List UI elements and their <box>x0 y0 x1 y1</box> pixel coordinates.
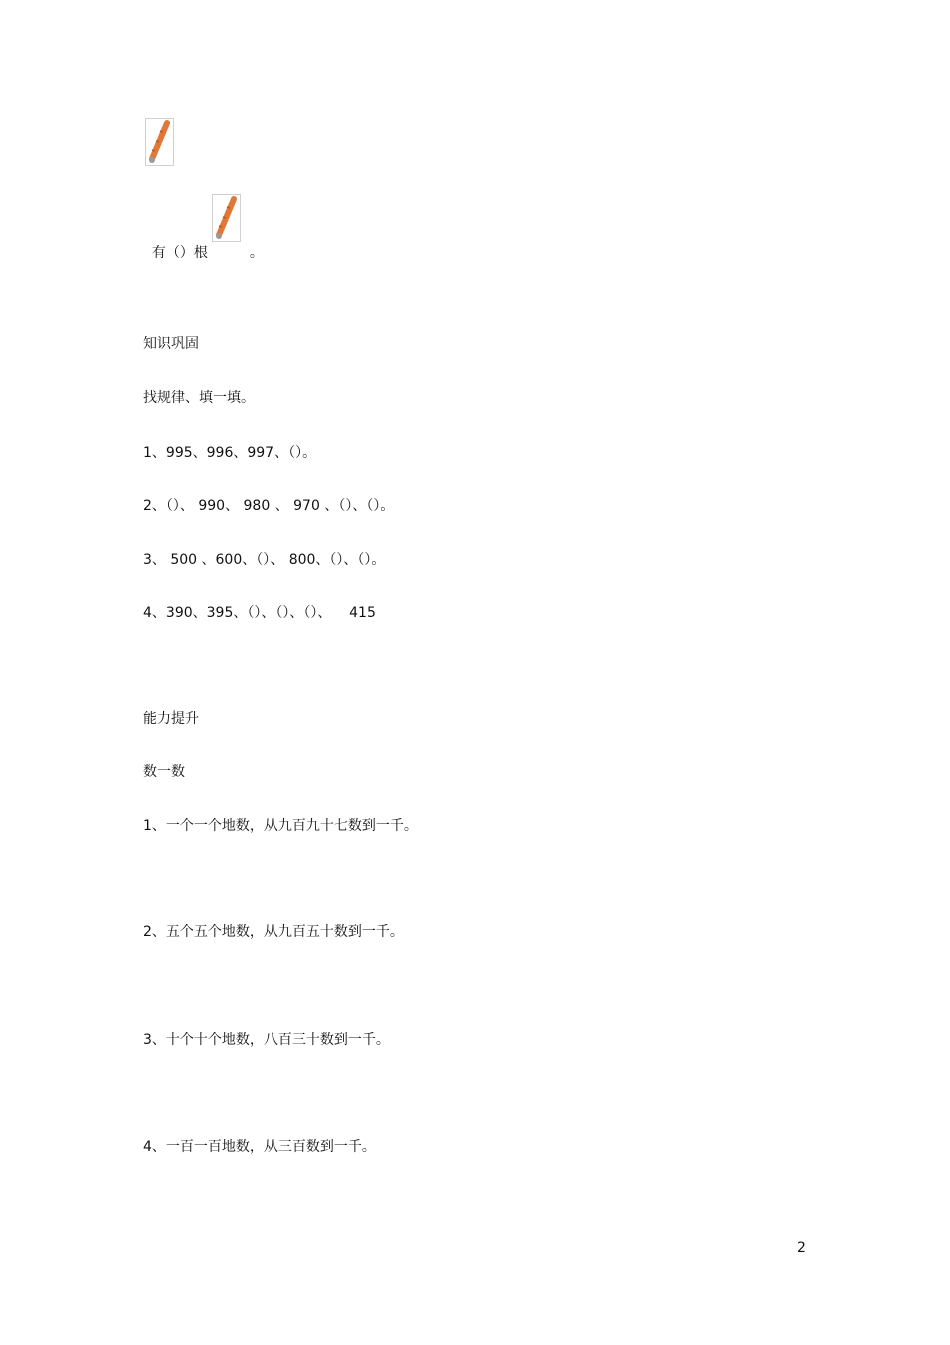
exercise-item-4: 4、390、395、（）、（）、（）、 415 <box>143 605 376 621</box>
exercise-item-1: 1、995、996、997、（）。 <box>143 445 317 461</box>
exercise-item-2: 2、（）、 990、 980 、 970 、（）、（）。 <box>143 498 395 514</box>
page-number: 2 <box>797 1240 806 1256</box>
counting-prompt-period: 。 <box>249 245 264 261</box>
exercise-item-3: 3、 500 、600、（）、 800、（）、（）。 <box>143 552 386 568</box>
counting-task-4: 4、一百一百地数，从三百数到一千。 <box>143 1139 376 1155</box>
counting-task-2: 2、五个五个地数，从九百五十数到一千。 <box>143 924 404 940</box>
bamboo-stick-image-inline <box>212 194 241 242</box>
counting-prompt-text: 有（）根 <box>151 245 208 261</box>
section-heading-consolidation: 知识巩固 <box>143 336 199 352</box>
section-instruction-consolidation: 找规律、填一填。 <box>143 390 255 406</box>
section-heading-improvement: 能力提升 <box>143 711 199 727</box>
counting-prompt <box>143 226 208 262</box>
bamboo-stick-image-top <box>145 118 174 166</box>
bamboo-stick-icon <box>213 195 240 241</box>
counting-prompt-suffix <box>241 226 264 262</box>
section-instruction-improvement: 数一数 <box>143 764 185 780</box>
counting-task-1: 1、一个一个地数，从九百九十七数到一千。 <box>143 818 418 834</box>
counting-task-3: 3、十个十个地数，八百三十数到一千。 <box>143 1032 390 1048</box>
bamboo-stick-icon <box>146 119 173 165</box>
